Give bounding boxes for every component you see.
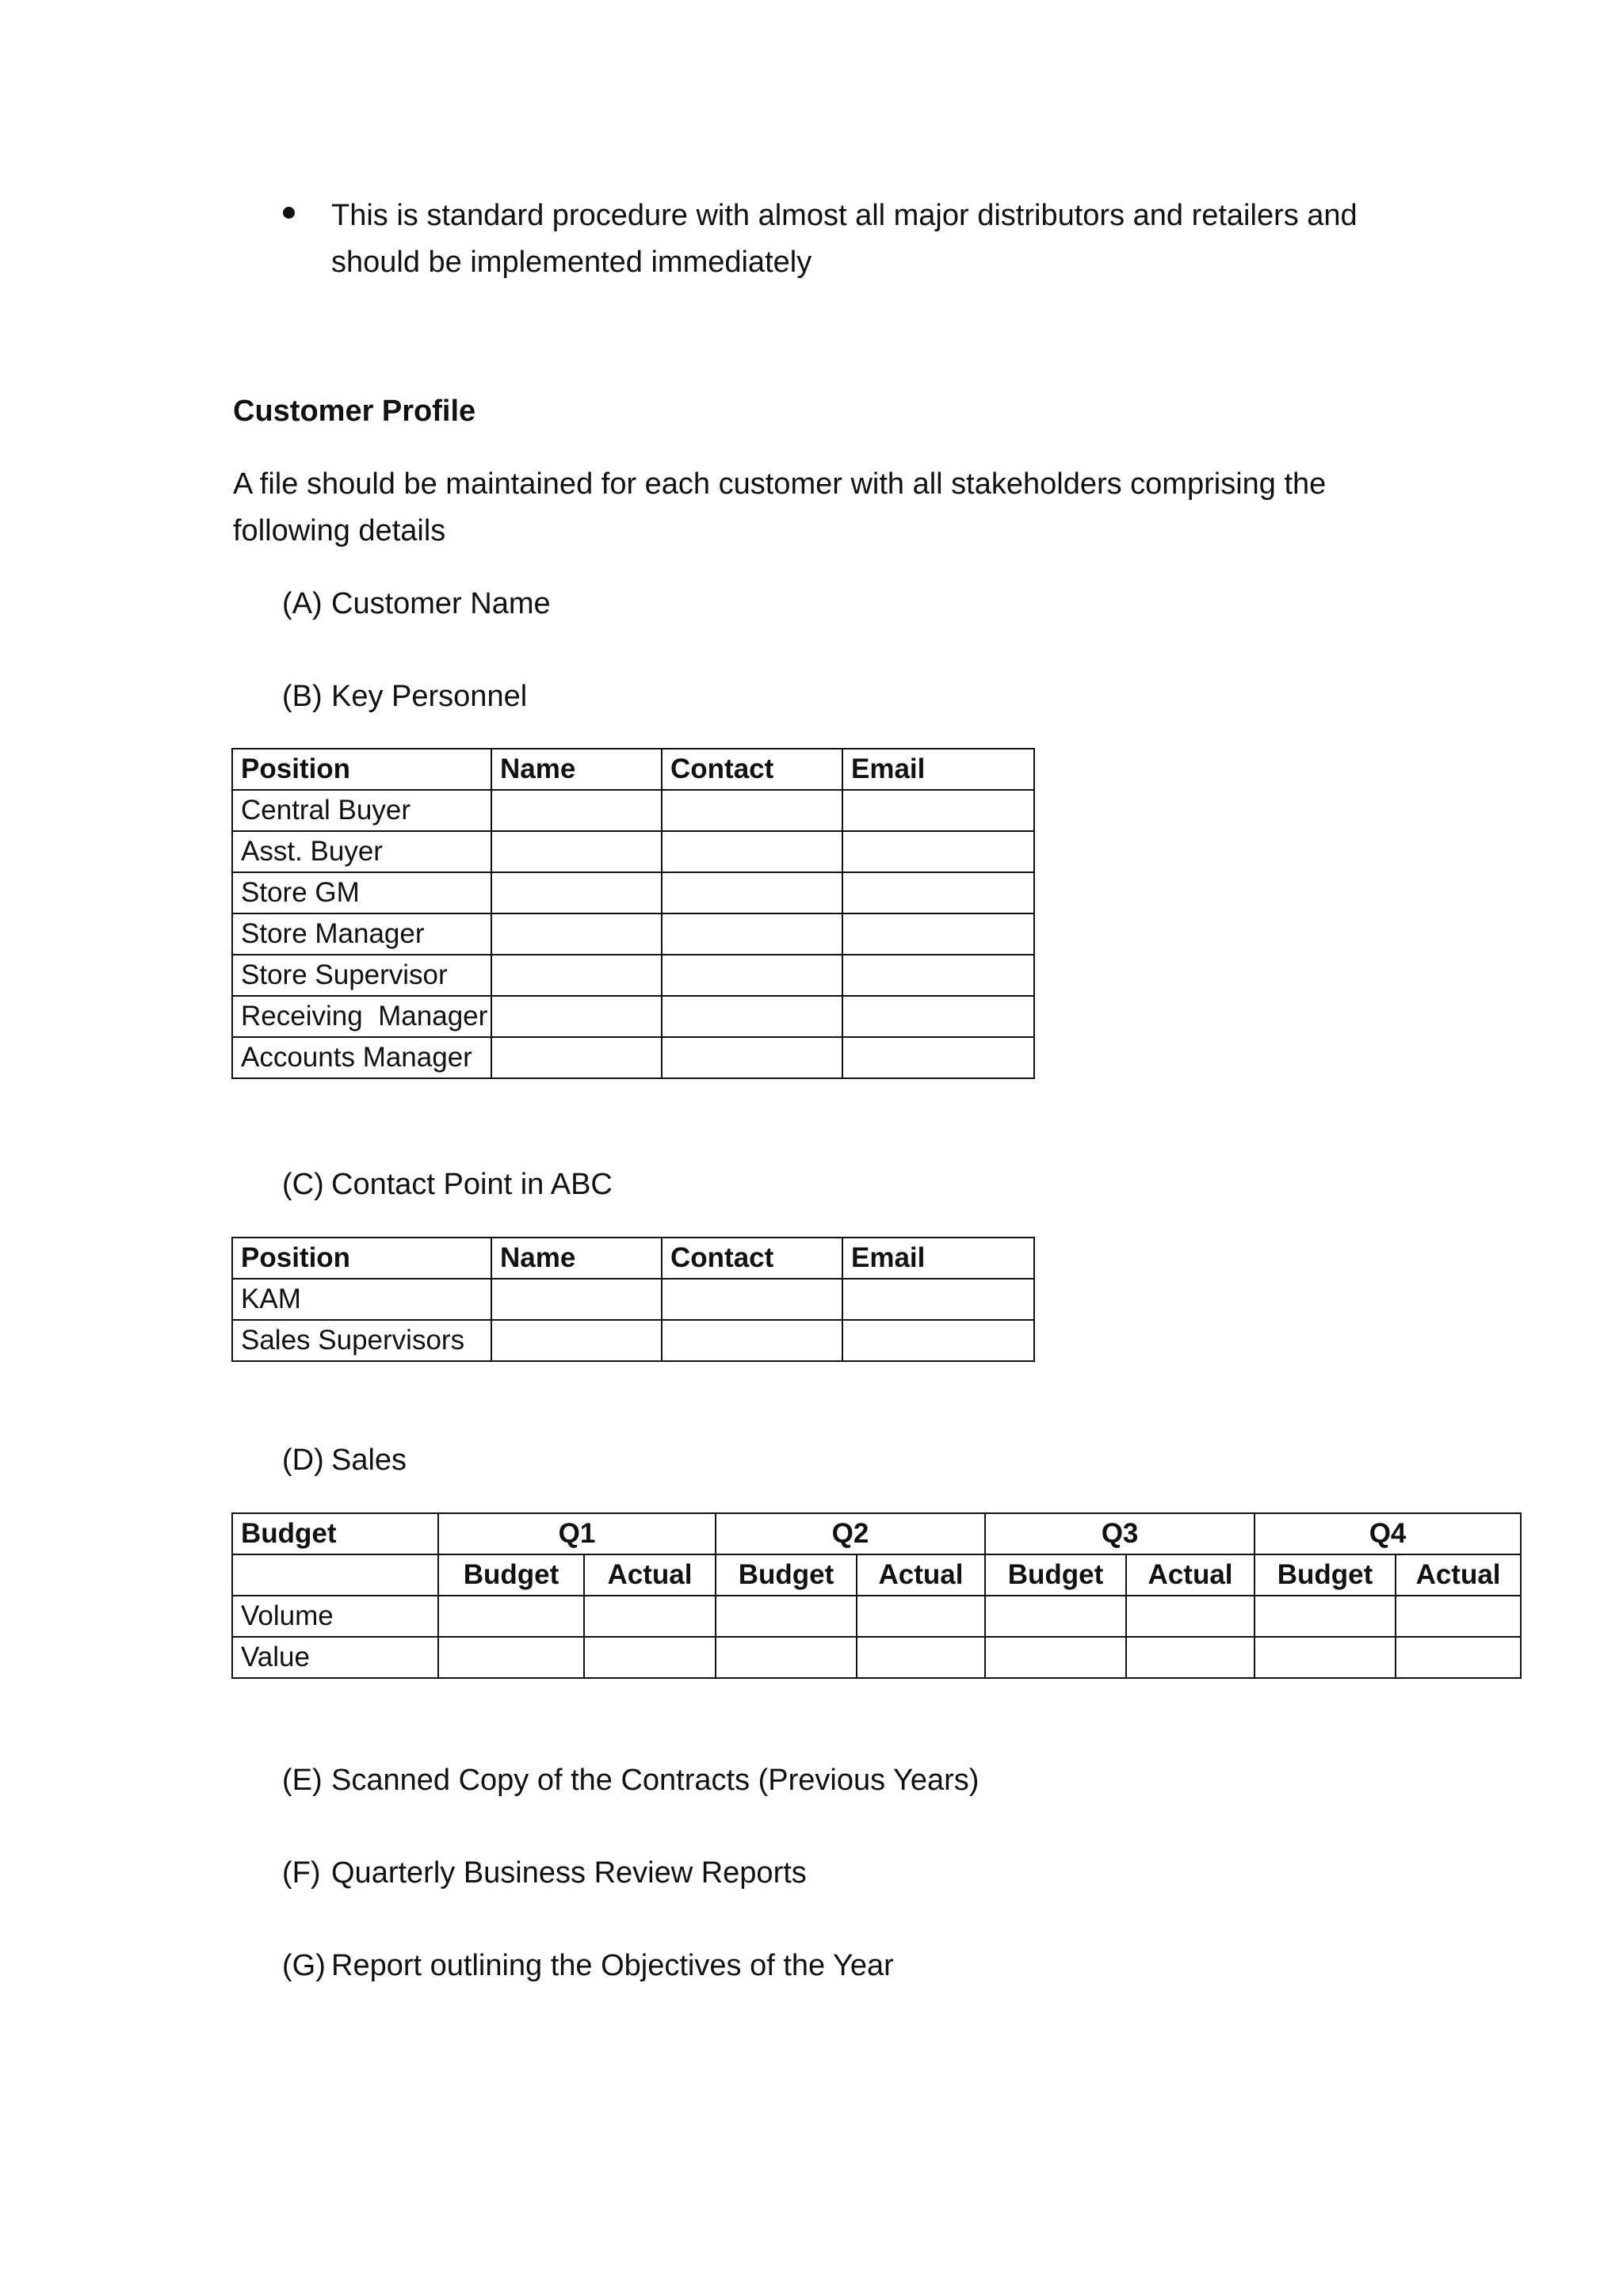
item-label: Report outlining the Objectives of the Year	[331, 1949, 894, 1982]
value-cell[interactable]	[857, 1637, 985, 1678]
subheader-budget: Budget	[438, 1554, 584, 1596]
subheader-actual: Actual	[1126, 1554, 1254, 1596]
value-cell[interactable]	[438, 1596, 584, 1637]
table-row	[232, 1279, 1034, 1320]
item-label: Scanned Copy of the Contracts (Previous Years)	[331, 1764, 980, 1797]
value-cell[interactable]	[438, 1637, 584, 1678]
value-cell[interactable]	[985, 1637, 1126, 1678]
bullet-text-line-1: This is standard procedure with almost all major distributors and retailers and	[331, 199, 1358, 232]
table-header-row	[232, 1513, 1521, 1554]
value-cell[interactable]	[857, 1596, 985, 1637]
table-row	[232, 872, 1034, 913]
header-q3: Q3	[985, 1513, 1254, 1554]
contact-cell[interactable]	[662, 790, 842, 831]
position-cell: Asst. Buyer	[232, 831, 491, 872]
section-title: Customer Profile	[233, 395, 476, 428]
email-cell[interactable]	[842, 1279, 1034, 1320]
subheader-actual: Actual	[1396, 1554, 1521, 1596]
value-cell[interactable]	[1126, 1596, 1254, 1637]
header-contact: Contact	[662, 1238, 842, 1279]
contact-cell[interactable]	[662, 831, 842, 872]
name-cell[interactable]	[491, 1037, 662, 1078]
item-key-personnel	[282, 673, 527, 719]
subheader-budget: Budget	[985, 1554, 1126, 1596]
value-cell[interactable]	[584, 1637, 716, 1678]
header-budget-corner: Budget	[232, 1513, 438, 1554]
header-name: Name	[491, 749, 662, 790]
table-row	[232, 913, 1034, 955]
item-sales	[282, 1437, 407, 1483]
header-q2: Q2	[716, 1513, 985, 1554]
name-cell[interactable]	[491, 1279, 662, 1320]
contact-cell[interactable]	[662, 996, 842, 1037]
contact-cell[interactable]	[662, 955, 842, 996]
sales-table	[231, 1512, 1522, 1679]
position-cell: Sales Supervisors	[232, 1320, 491, 1361]
subheader-actual: Actual	[857, 1554, 985, 1596]
contact-cell[interactable]	[662, 1279, 842, 1320]
value-cell[interactable]	[716, 1637, 857, 1678]
item-label: Sales	[331, 1444, 407, 1477]
table-row	[232, 831, 1034, 872]
item-prefix: (E)	[282, 1764, 323, 1797]
value-cell[interactable]	[1126, 1637, 1254, 1678]
header-position: Position	[232, 749, 491, 790]
table-row	[232, 1320, 1034, 1361]
subheader-budget: Budget	[1254, 1554, 1396, 1596]
email-cell[interactable]	[842, 1037, 1034, 1078]
name-cell[interactable]	[491, 831, 662, 872]
header-position: Position	[232, 1238, 491, 1279]
email-cell[interactable]	[842, 831, 1034, 872]
item-prefix: (G)	[282, 1949, 326, 1982]
position-cell: KAM	[232, 1279, 491, 1320]
header-name: Name	[491, 1238, 662, 1279]
name-cell[interactable]	[491, 872, 662, 913]
contact-cell[interactable]	[662, 1037, 842, 1078]
value-cell[interactable]	[1254, 1637, 1396, 1678]
position-cell: Central Buyer	[232, 790, 491, 831]
value-cell[interactable]	[985, 1596, 1126, 1637]
key-personnel-table	[231, 748, 1035, 1079]
position-cell: Store Manager	[232, 913, 491, 955]
email-cell[interactable]	[842, 955, 1034, 996]
email-cell[interactable]	[842, 790, 1034, 831]
name-cell[interactable]	[491, 1320, 662, 1361]
bullet-icon	[283, 207, 295, 219]
section-description-line-2: following details	[233, 514, 446, 547]
table-row	[232, 790, 1034, 831]
item-label: Quarterly Business Review Reports	[331, 1856, 807, 1890]
name-cell[interactable]	[491, 996, 662, 1037]
item-label: Key Personnel	[331, 680, 528, 713]
metric-cell: Value	[232, 1637, 438, 1678]
header-contact: Contact	[662, 749, 842, 790]
email-cell[interactable]	[842, 1320, 1034, 1361]
value-cell[interactable]	[1254, 1596, 1396, 1637]
empty-cell	[232, 1554, 438, 1596]
value-cell[interactable]	[1396, 1637, 1521, 1678]
item-objectives-report	[282, 1943, 894, 1989]
position-cell: Receiving Manager	[232, 996, 491, 1037]
item-contact-point	[282, 1161, 613, 1207]
position-cell: Accounts Manager	[232, 1037, 491, 1078]
contact-point-table	[231, 1237, 1035, 1362]
item-quarterly-reviews	[282, 1850, 807, 1896]
metric-cell: Volume	[232, 1596, 438, 1637]
header-q1: Q1	[438, 1513, 716, 1554]
item-prefix: (C)	[282, 1168, 324, 1201]
name-cell[interactable]	[491, 790, 662, 831]
email-cell[interactable]	[842, 996, 1034, 1037]
header-q4: Q4	[1254, 1513, 1521, 1554]
item-prefix: (D)	[282, 1444, 324, 1477]
table-row	[232, 1637, 1521, 1678]
header-email: Email	[842, 1238, 1034, 1279]
item-prefix: (B)	[282, 680, 323, 713]
table-subheader-row	[232, 1554, 1521, 1596]
contact-cell[interactable]	[662, 872, 842, 913]
item-label: Contact Point in ABC	[331, 1168, 613, 1201]
table-header-row	[232, 749, 1034, 790]
subheader-actual: Actual	[584, 1554, 716, 1596]
position-cell: Store Supervisor	[232, 955, 491, 996]
name-cell[interactable]	[491, 955, 662, 996]
table-row	[232, 996, 1034, 1037]
section-description-line-1: A file should be maintained for each customer with all stakeholders comprising the	[233, 467, 1327, 501]
item-prefix: (A)	[282, 587, 323, 620]
item-label: Customer Name	[331, 587, 551, 620]
value-cell[interactable]	[1396, 1596, 1521, 1637]
item-scanned-contracts	[282, 1757, 979, 1803]
value-cell[interactable]	[716, 1596, 857, 1637]
table-row	[232, 1037, 1034, 1078]
table-row	[232, 1596, 1521, 1637]
bullet-text-line-2: should be implemented immediately	[331, 246, 812, 279]
email-cell[interactable]	[842, 913, 1034, 955]
subheader-budget: Budget	[716, 1554, 857, 1596]
item-prefix: (F)	[282, 1856, 321, 1890]
table-header-row	[232, 1238, 1034, 1279]
email-cell[interactable]	[842, 872, 1034, 913]
name-cell[interactable]	[491, 913, 662, 955]
table-row	[232, 955, 1034, 996]
value-cell[interactable]	[584, 1596, 716, 1637]
position-cell: Store GM	[232, 872, 491, 913]
header-email: Email	[842, 749, 1034, 790]
contact-cell[interactable]	[662, 1320, 842, 1361]
item-customer-name	[282, 581, 551, 627]
contact-cell[interactable]	[662, 913, 842, 955]
